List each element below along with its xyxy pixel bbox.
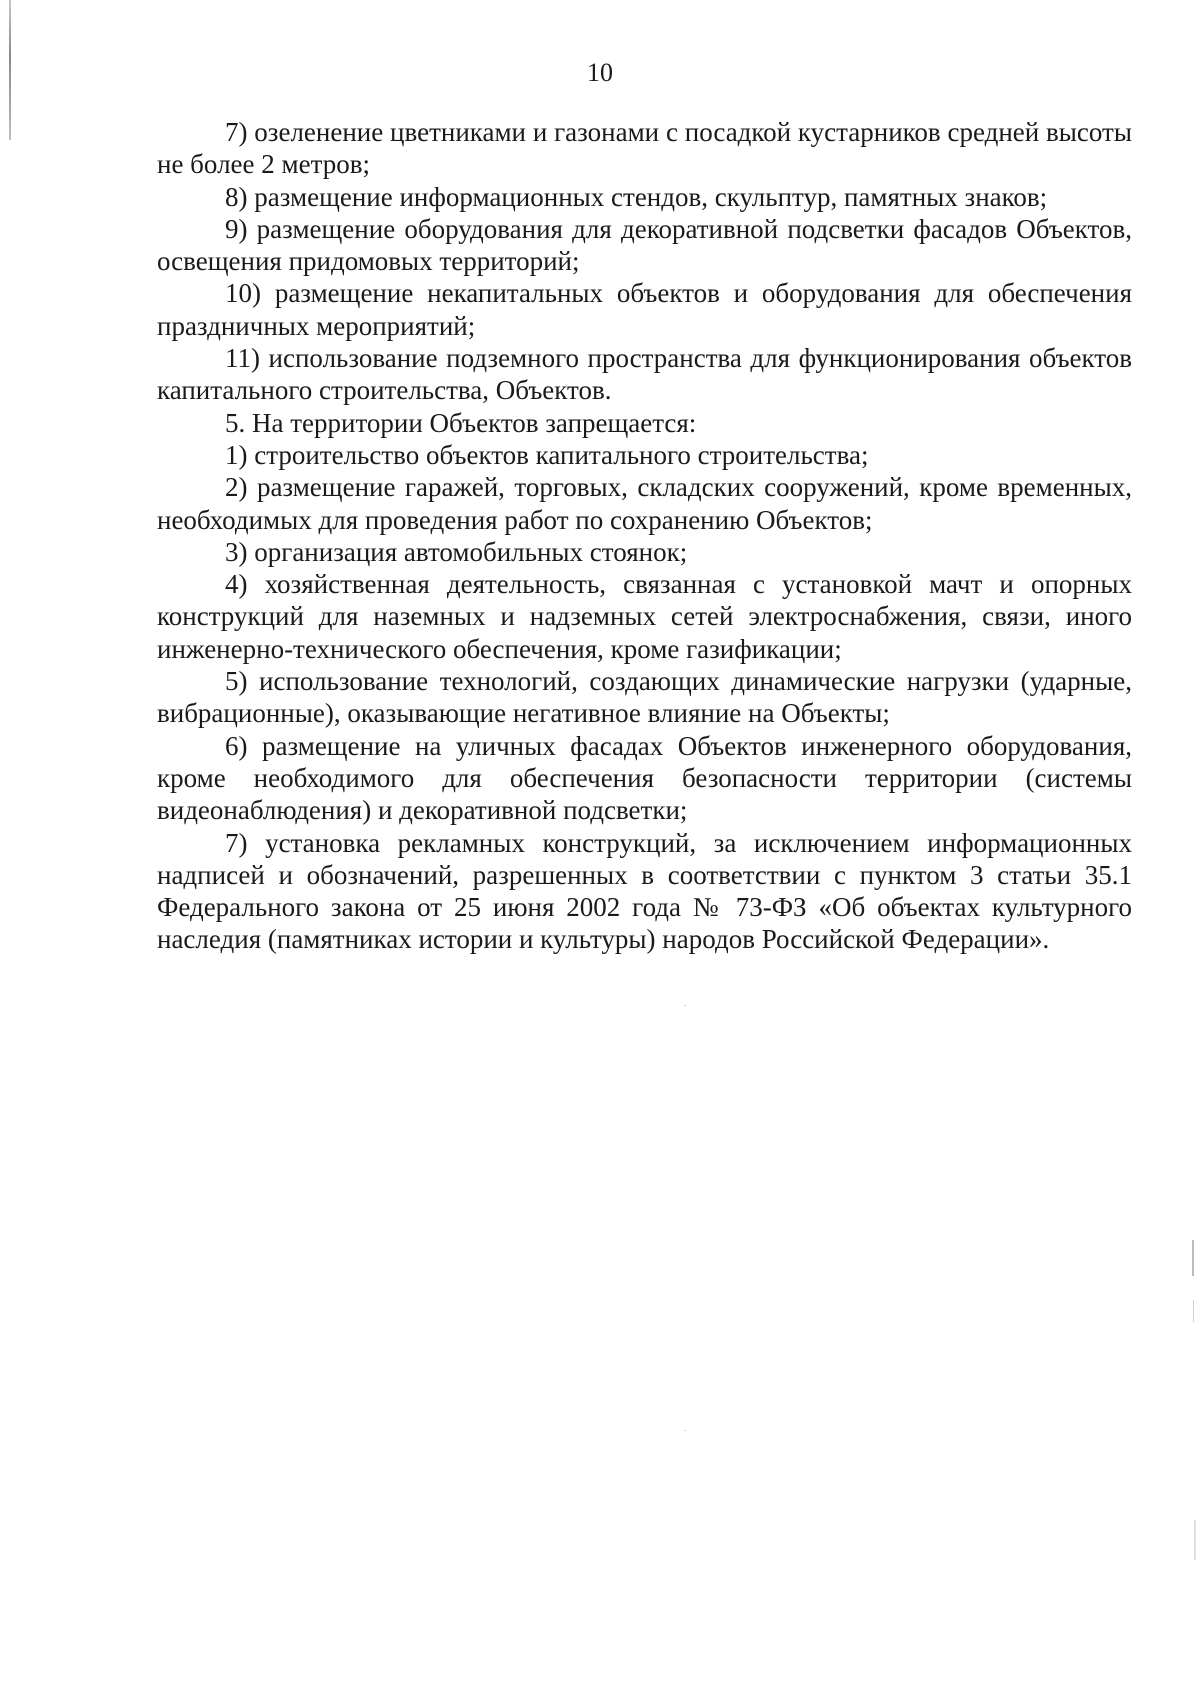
list-item: 7) установка рекламных конструкций, за исключением информационных надписей и обозначений, разрешенных в соответствии с пунктом 3 статьи 35.1 Федерального закона от 25 июня 2002 года № 73-ФЗ «Об объектах культурного наследия (памятниках истории и культуры) народов Российской Федерации». bbox=[157, 827, 1132, 955]
document-body bbox=[157, 116, 1132, 956]
page-number: 10 bbox=[587, 58, 613, 87]
scan-speck bbox=[684, 1005, 686, 1006]
list-item: 3) организация автомобильных стоянок; bbox=[225, 536, 688, 567]
list-item: 8) размещение информационных стендов, скульптур, памятных знаков; bbox=[225, 181, 1048, 212]
list-item: 1) строительство объектов капитального строительства; bbox=[225, 439, 869, 470]
list-item: 4) хозяйственная деятельность, связанная с установкой мачт и опорных конструкций для наземных и надземных сетей электроснабжения, связи, иного инженерно-технического обеспечения, кроме газификации; bbox=[157, 569, 1132, 664]
list-item: 5) использование технологий, создающих динамические нагрузки (ударные, вибрационные), оказывающие негативное влияние на Объекты; bbox=[157, 666, 1132, 729]
list-item: 7) озеленение цветниками и газонами с посадкой кустарников средней высоты не более 2 метров; bbox=[157, 117, 1132, 180]
list-item: 11) использование подземного пространства для функционирования объектов капитального строительства, Объектов. bbox=[157, 343, 1132, 406]
list-item: 2) размещение гаражей, торговых, складских сооружений, кроме временных, необходимых для проведения работ по сохранению Объектов; bbox=[157, 472, 1132, 535]
list-item: 10) размещение некапитальных объектов и оборудования для обеспечения праздничных мероприятий; bbox=[157, 278, 1132, 341]
section-heading: 5. На территории Объектов запрещается: bbox=[225, 407, 697, 438]
scan-edge-mark bbox=[1192, 1240, 1194, 1276]
list-item: 9) размещение оборудования для декоративной подсветки фасадов Объектов, освещения придомовых территорий; bbox=[157, 213, 1132, 277]
scan-speck bbox=[684, 1430, 686, 1431]
scan-edge-mark bbox=[1194, 1520, 1196, 1560]
scan-edge-mark bbox=[1193, 1300, 1194, 1322]
list-item: 6) размещение на уличных фасадах Объектов инженерного оборудования, кроме необходимого для обеспечения безопасности территории (системы видеонаблюдения) и декоративной подсветки; bbox=[157, 730, 1132, 826]
